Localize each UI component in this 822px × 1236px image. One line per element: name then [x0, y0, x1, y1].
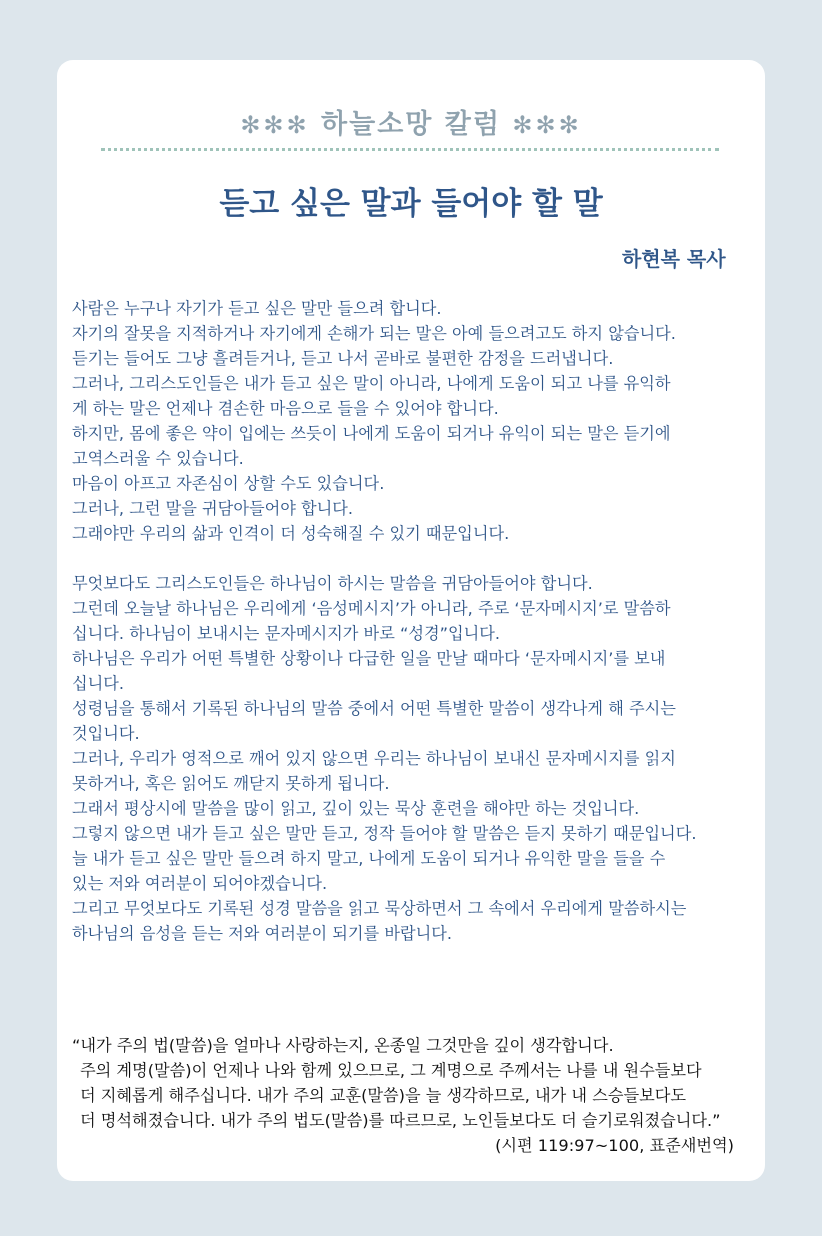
article-title: 듣고 싶은 말과 들어야 할 말: [219, 186, 603, 222]
body-line: 십니다.: [72, 674, 125, 693]
paragraph-break: [72, 546, 762, 571]
body-line: 그러나, 우리가 영적으로 깨어 있지 않으면 우리는 하나님이 보내신 문자메시지를 읽지: [72, 749, 676, 768]
body-line: 하지만, 몸에 좋은 약이 입에는 쓰듯이 나에게 도움이 되거나 유익이 되는 말은 듣기에: [72, 424, 671, 443]
body-line: 마음이 아프고 자존심이 상할 수도 있습니다.: [72, 474, 385, 493]
body-line: 고역스러울 수 있습니다.: [72, 449, 244, 468]
body-line: 성령님을 통해서 기록된 하나님의 말씀 중에서 어떤 특별한 말씀이 생각나게 해 주시는: [72, 699, 676, 718]
body-line: 그래서 평상시에 말씀을 많이 읽고, 깊이 있는 묵상 훈련을 해야만 하는 것입니다.: [72, 799, 640, 818]
body-line: 있는 저와 여러분이 되어야겠습니다.: [72, 874, 328, 893]
body-line: 그러나, 그리스도인들은 내가 듣고 싶은 말이 아니라, 나에게 도움이 되고 나를 유익하: [72, 374, 671, 393]
star-decoration-left: ✻✻✻: [240, 111, 310, 139]
column-banner: [57, 102, 765, 141]
body-line: 그런데 오늘날 하나님은 우리에게 ‘음성메시지’가 아니라, 주로 ‘문자메시지’로 말씀하: [72, 599, 671, 618]
article-body: [72, 296, 762, 946]
body-line: 사람은 누구나 자기가 듣고 싶은 말만 들으려 합니다.: [72, 299, 442, 318]
body-line: 게 하는 말은 언제나 겸손한 마음으로 들을 수 있어야 합니다.: [72, 399, 499, 418]
body-line: 듣기는 들어도 그냥 흘려듣거나, 듣고 나서 곧바로 불편한 감정을 드러냅니다.: [72, 349, 614, 368]
body-line: 그렇지 않으면 내가 듣고 싶은 말만 듣고, 정작 들어야 할 말씀은 듣지 못하기 때문입니다.: [72, 824, 697, 843]
quote-reference: (시편 119:97~100, 표준새번역): [495, 1136, 734, 1155]
column-card: [57, 60, 765, 1181]
body-line: 것입니다.: [72, 724, 140, 743]
scripture-quote: [72, 1033, 762, 1158]
body-line: 하나님의 음성을 듣는 저와 여러분이 되기를 바랍니다.: [72, 924, 453, 943]
body-line: 무엇보다도 그리스도인들은 하나님이 하시는 말씀을 귀담아들어야 합니다.: [72, 574, 593, 593]
quote-line: 더 명석해졌습니다. 내가 주의 법도(말씀)를 따르므로, 노인들보다도 더 슬기로워졌습니다.”: [80, 1111, 721, 1130]
dotted-divider: [101, 148, 719, 151]
star-decoration-right: ✻✻✻: [512, 111, 582, 139]
quote-line: 더 지혜롭게 해주십니다. 내가 주의 교훈(말씀)을 늘 생각하므로, 내가 내 스승들보다도: [80, 1086, 687, 1105]
article-author: 하현복 목사: [622, 247, 726, 271]
body-line: 하나님은 우리가 어떤 특별한 상황이나 다급한 일을 만날 때마다 ‘문자메시지’를 보내: [72, 649, 666, 668]
body-line: 못하거나, 혹은 읽어도 깨닫지 못하게 됩니다.: [72, 774, 390, 793]
column-banner-text: 하늘소망 칼럼: [321, 109, 501, 140]
body-line: 십니다. 하나님이 보내시는 문자메시지가 바로 “성경”입니다.: [72, 624, 501, 643]
body-line: 자기의 잘못을 지적하거나 자기에게 손해가 되는 말은 아예 들으려고도 하지 않습니다.: [72, 324, 676, 343]
quote-line: 주의 계명(말씀)이 언제나 나와 함께 있으므로, 그 계명으로 주께서는 나를 내 원수들보다: [80, 1061, 702, 1080]
body-line: 그래야만 우리의 삶과 인격이 더 성숙해질 수 있기 때문입니다.: [72, 524, 510, 543]
quote-line: “내가 주의 법(말씀)을 얼마나 사랑하는지, 온종일 그것만을 깊이 생각합니다.: [72, 1036, 614, 1055]
body-line: 늘 내가 듣고 싶은 말만 들으려 하지 말고, 나에게 도움이 되거나 유익한 말을 들을 수: [72, 849, 666, 868]
body-line: 그러나, 그런 말을 귀담아들어야 합니다.: [72, 499, 354, 518]
body-line: 그리고 무엇보다도 기록된 성경 말씀을 읽고 묵상하면서 그 속에서 우리에게 말씀하시는: [72, 899, 687, 918]
